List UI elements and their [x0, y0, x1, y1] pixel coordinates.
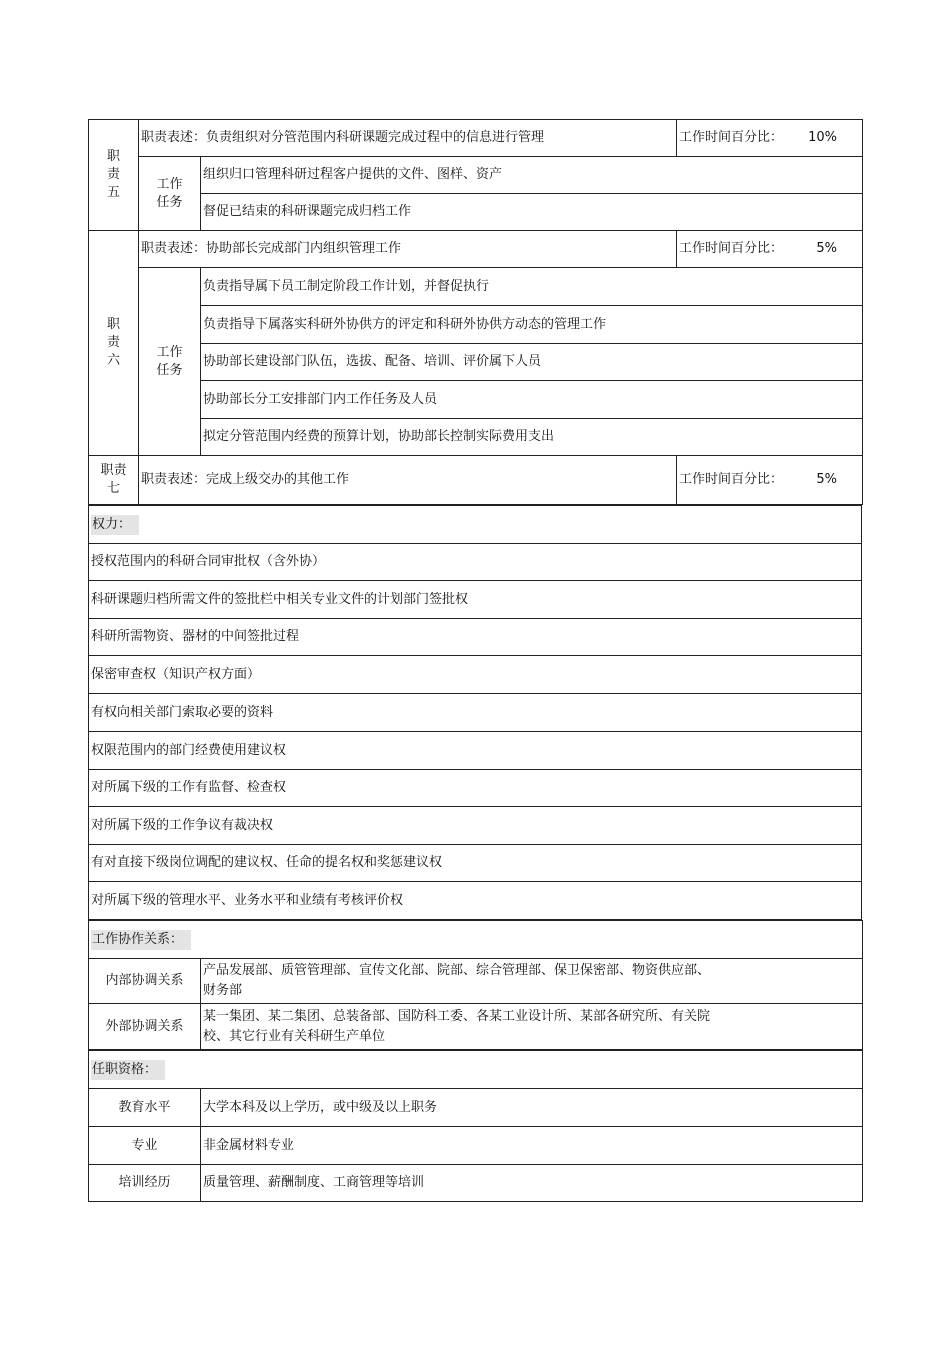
duties-table [88, 119, 863, 505]
qualification-row [89, 1127, 863, 1165]
relations-title: 工作协作关系： [89, 921, 863, 959]
major-value: 非金属材料专业 [201, 1127, 863, 1165]
qualification-title: 任职资格： [89, 1051, 863, 1089]
duty6-task-2: 负责指导下属落实科研外协供方的评定和科研外协供方动态的管理工作 [201, 306, 863, 344]
duty5-task-row [89, 194, 863, 231]
power-item: 对所属下级的管理水平、业务水平和业绩有考核评价权 [89, 882, 862, 920]
power-table [88, 505, 862, 920]
duty7-desc-row [89, 456, 863, 505]
duty7-pct: 工作时间百分比： 5% [677, 456, 863, 505]
external-relations-row [89, 1004, 863, 1050]
power-item: 对所属下级的工作有监督、检查权 [89, 770, 862, 807]
external-label: 外部协调关系 [89, 1004, 201, 1050]
duty6-task-1: 负责指导属下员工制定阶段工作计划，并督促执行 [201, 268, 863, 306]
duty5-pct: 工作时间百分比： 10% [677, 120, 863, 157]
power-item: 有对直接下级岗位调配的建议权、任命的提名权和奖惩建议权 [89, 845, 862, 882]
power-item: 科研所需物资、器材的中间签批过程 [89, 619, 862, 656]
power-title: 权力： [89, 506, 862, 544]
education-value: 大学本科及以上学历，或中级及以上职务 [201, 1089, 863, 1127]
duty6-pct: 工作时间百分比： 5% [677, 231, 863, 268]
duty6-task-3: 协助部长建设部门队伍，选拔、配备、培训、评价属下人员 [201, 344, 863, 381]
relations-table [88, 920, 863, 1050]
qualification-row [89, 1089, 863, 1127]
duty6-task-row [89, 381, 863, 419]
power-item: 权限范围内的部门经费使用建议权 [89, 732, 862, 770]
training-label: 培训经历 [89, 1165, 201, 1202]
power-item: 保密审查权（知识产权方面） [89, 656, 862, 694]
education-label: 教育水平 [89, 1089, 201, 1127]
duty6-task-row [89, 306, 863, 344]
duty5-task-row [89, 157, 863, 194]
duty6-task-row [89, 344, 863, 381]
duty7-desc: 职责表述：完成上级交办的其他工作 [139, 456, 677, 505]
qualification-table [88, 1050, 863, 1202]
internal-label: 内部协调关系 [89, 959, 201, 1004]
duty7-label: 职责 七 [89, 456, 139, 505]
job-description-sheet [88, 119, 862, 1202]
duty6-task-5: 拟定分管范围内经费的预算计划，协助部长控制实际费用支出 [201, 419, 863, 456]
relations-header-row [89, 921, 863, 959]
power-item: 有权向相关部门索取必要的资料 [89, 694, 862, 732]
external-value: 某一集团、某二集团、总装备部、国防科工委、各某工业设计所、某部各研究所、有关院 校、其它行业有关科研生产单位 [201, 1004, 863, 1050]
duty6-task-label: 工作 任务 [139, 268, 201, 456]
duty6-label: 职 责 六 [89, 231, 139, 456]
duty5-desc-row [89, 120, 863, 157]
duty5-task-label: 工作 任务 [139, 157, 201, 231]
duty5-task-1: 组织归口管理科研过程客户提供的文件、图样、资产 [201, 157, 863, 194]
internal-value: 产品发展部、质管管理部、宣传文化部、院部、综合管理部、保卫保密部、物资供应部、 财务部 [201, 959, 863, 1004]
duty5-desc: 职责表述：负责组织对分管范围内科研课题完成过程中的信息进行管理 [139, 120, 677, 157]
duty6-desc-row [89, 231, 863, 268]
duty6-task-row [89, 419, 863, 456]
duty6-task-row [89, 268, 863, 306]
qualification-row [89, 1165, 863, 1202]
internal-relations-row [89, 959, 863, 1004]
major-label: 专业 [89, 1127, 201, 1165]
duty5-task-2: 督促已结束的科研课题完成归档工作 [201, 194, 863, 231]
power-item: 科研课题归档所需文件的签批栏中相关专业文件的计划部门签批权 [89, 581, 862, 619]
power-item: 对所属下级的工作争议有裁决权 [89, 807, 862, 845]
training-value: 质量管理、薪酬制度、工商管理等培训 [201, 1165, 863, 1202]
duty6-desc: 职责表述：协助部长完成部门内组织管理工作 [139, 231, 677, 268]
duty6-task-4: 协助部长分工安排部门内工作任务及人员 [201, 381, 863, 419]
duty5-label: 职 责 五 [89, 120, 139, 231]
power-item: 授权范围内的科研合同审批权（含外协） [89, 544, 862, 581]
power-header-row [89, 506, 862, 544]
qualification-header-row [89, 1051, 863, 1089]
